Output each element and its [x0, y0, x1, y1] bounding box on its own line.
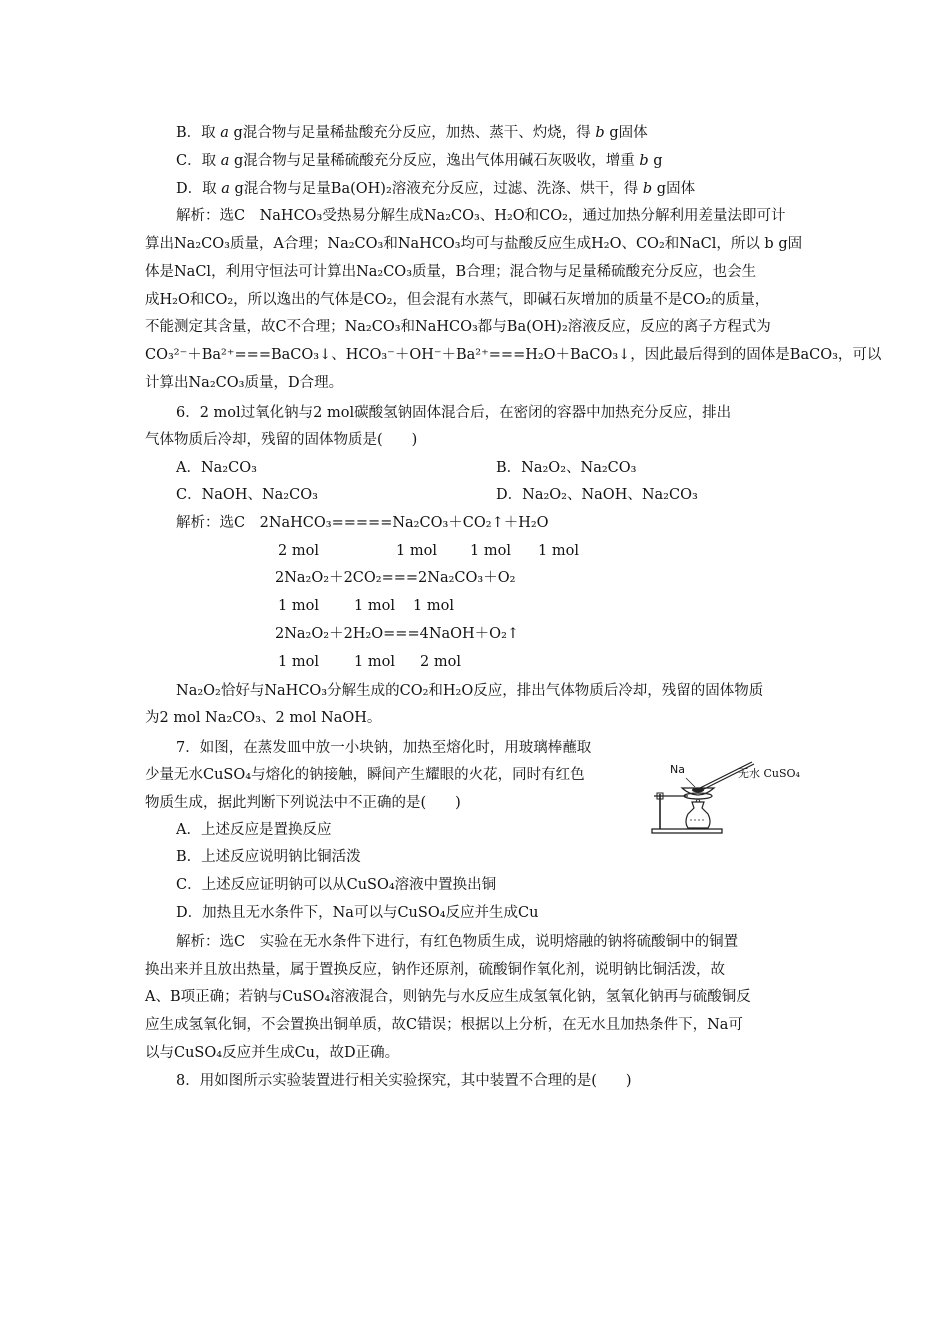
q6-conclusion-line: 为2 mol Na₂CO₃、2 mol NaOH。: [145, 710, 382, 726]
q6-stem-line: 气体物质后冷却，残留的固体物质是( ): [145, 432, 418, 448]
na-label: Na: [670, 763, 685, 776]
cuso4-label: 无水 CuSO₄: [738, 767, 800, 780]
var-b: b: [642, 181, 653, 197]
q6-option-d: D．Na₂O₂、NaOH、Na₂CO₃: [496, 487, 698, 503]
q5-analysis-line: 算出Na₂CO₃质量，A合理；Na₂CO₃和NaHCO₃均可与盐酸反应生成H₂O、CO₂和NaCl，所以 b g固: [145, 236, 803, 252]
q5-option-d: [176, 179, 695, 199]
mol-value: 2 mol: [420, 654, 461, 670]
q6-stem-line: 6．2 mol过氧化钠与2 mol碳酸氢钠固体混合后，在密闭的容器中加热充分反应，排出: [176, 405, 732, 421]
mol-value: 1 mol: [470, 543, 511, 559]
mol-value: 1 mol: [354, 654, 395, 670]
var-a: a: [221, 181, 230, 197]
q5-analysis-line: 解析：选C NaHCO₃受热易分解生成Na₂CO₃、H₂O和CO₂，通过加热分解利用差量法即可计: [176, 208, 786, 224]
mol-value: 1 mol: [396, 543, 437, 559]
q7-option-a: A．上述反应是置换反应: [176, 822, 332, 838]
option-b-prefix: B．取: [176, 125, 216, 141]
q7-analysis-line: 以与CuSO₄反应并生成Cu，故D正确。: [145, 1045, 400, 1061]
mol-value: 1 mol: [278, 598, 319, 614]
q7-stem-line: 物质生成，据此判断下列说法中不正确的是( ): [145, 795, 461, 811]
q7-analysis-line: 应生成氢氧化铜，不会置换出铜单质，故C错误；根据以上分析，在无水且加热条件下，Na可: [145, 1017, 743, 1033]
option-d-suffix: g固体: [656, 181, 696, 197]
q6-option-a: A．Na₂CO₃: [176, 460, 257, 476]
q6-analysis-head: 解析：选C 2NaHCO₃=====Na₂CO₃＋CO₂↑＋H₂O: [176, 515, 549, 531]
q6-equation-2: 2Na₂O₂＋2CO₂===2Na₂CO₃＋O₂: [275, 570, 516, 586]
q7-analysis-line: 解析：选C 实验在无水条件下进行，有红色物质生成，说明熔融的钠将硫酸铜中的铜置: [176, 934, 739, 950]
q6-conclusion-line: Na₂O₂恰好与NaHCO₃分解生成的CO₂和H₂O反应，排出气体物质后冷却，残留的固体物质: [176, 683, 764, 699]
mol-value: 1 mol: [354, 598, 395, 614]
q6-option-b: B．Na₂O₂、Na₂CO₃: [496, 460, 637, 476]
q7-option-b: B．上述反应说明钠比铜活泼: [176, 849, 361, 865]
mol-value: 1 mol: [538, 543, 579, 559]
q7-stem-line: 少量无水CuSO₄与熔化的钠接触，瞬间产生耀眼的火花，同时有红色: [145, 767, 585, 783]
q7-stem-line: 7．如图，在蒸发皿中放一小块钠，加热至熔化时，用玻璃棒蘸取: [176, 740, 592, 756]
q5-analysis-line: 成H₂O和CO₂，所以逸出的气体是CO₂，但会混有水蒸气，即碱石灰增加的质量不是CO₂的质量，: [145, 292, 770, 308]
q5-option-b: [176, 123, 648, 143]
q7-option-c: C．上述反应证明钠可以从CuSO₄溶液中置换出铜: [176, 877, 497, 893]
option-b-text: g混合物与足量稀盐酸充分反应，加热、蒸干、灼烧，得: [233, 125, 591, 141]
var-b: b: [595, 125, 605, 141]
mol-value: 1 mol: [278, 654, 319, 670]
option-d-text: g混合物与足量Ba(OH)₂溶液充分反应，过滤、洗涤、烘干，得: [234, 181, 639, 197]
option-b-suffix: g固体: [609, 125, 648, 141]
q5-analysis-line: CO₃²⁻＋Ba²⁺===BaCO₃↓、HCO₃⁻＋OH⁻＋Ba²⁺===H₂O＋BaCO₃↓，因此最后得到的固体是BaCO₃，可以: [145, 347, 882, 363]
q7-option-d: D．加热且无水条件下，Na可以与CuSO₄反应并生成Cu: [176, 905, 539, 921]
var-b: b: [639, 153, 649, 169]
q6-equation-3: 2Na₂O₂＋2H₂O===4NaOH＋O₂↑: [275, 626, 520, 642]
q6-option-c: C．NaOH、Na₂CO₃: [176, 487, 318, 503]
q5-analysis-line: 体是NaCl，利用守恒法可计算出Na₂CO₃质量，B合理；混合物与足量稀硫酸充分反应，也会生: [145, 264, 757, 280]
q5-analysis-line: 计算出Na₂CO₃质量，D合理。: [145, 375, 344, 391]
var-a: a: [220, 125, 229, 141]
q7-analysis-line: A、B项正确；若钠与CuSO₄溶液混合，则钠先与水反应生成氢氧化钠，氢氧化钠再与硫酸铜反: [145, 989, 751, 1005]
var-a: a: [220, 153, 230, 169]
option-c-text: g混合物与足量稀硫酸充分反应，逸出气体用碱石灰吸收，增重: [233, 153, 635, 169]
option-d-prefix: D．取: [176, 181, 217, 197]
apparatus-figure: [648, 750, 820, 836]
mol-value: 2 mol: [278, 543, 319, 559]
q5-analysis-line: 不能测定其含量，故C不合理；Na₂CO₃和NaHCO₃都与Ba(OH)₂溶液反应，反应的离子方程式为: [145, 319, 771, 335]
q7-analysis-line: 换出来并且放出热量，属于置换反应，钠作还原剂，硫酸铜作氧化剂，说明钠比铜活泼，故: [145, 962, 725, 978]
option-c-suffix: g: [653, 153, 663, 169]
mol-value: 1 mol: [413, 598, 454, 614]
q5-option-c: [176, 151, 663, 171]
q8-stem: 8．用如图所示实验装置进行相关实验探究，其中装置不合理的是( ): [176, 1073, 632, 1089]
option-c-prefix: C．取: [176, 153, 217, 169]
